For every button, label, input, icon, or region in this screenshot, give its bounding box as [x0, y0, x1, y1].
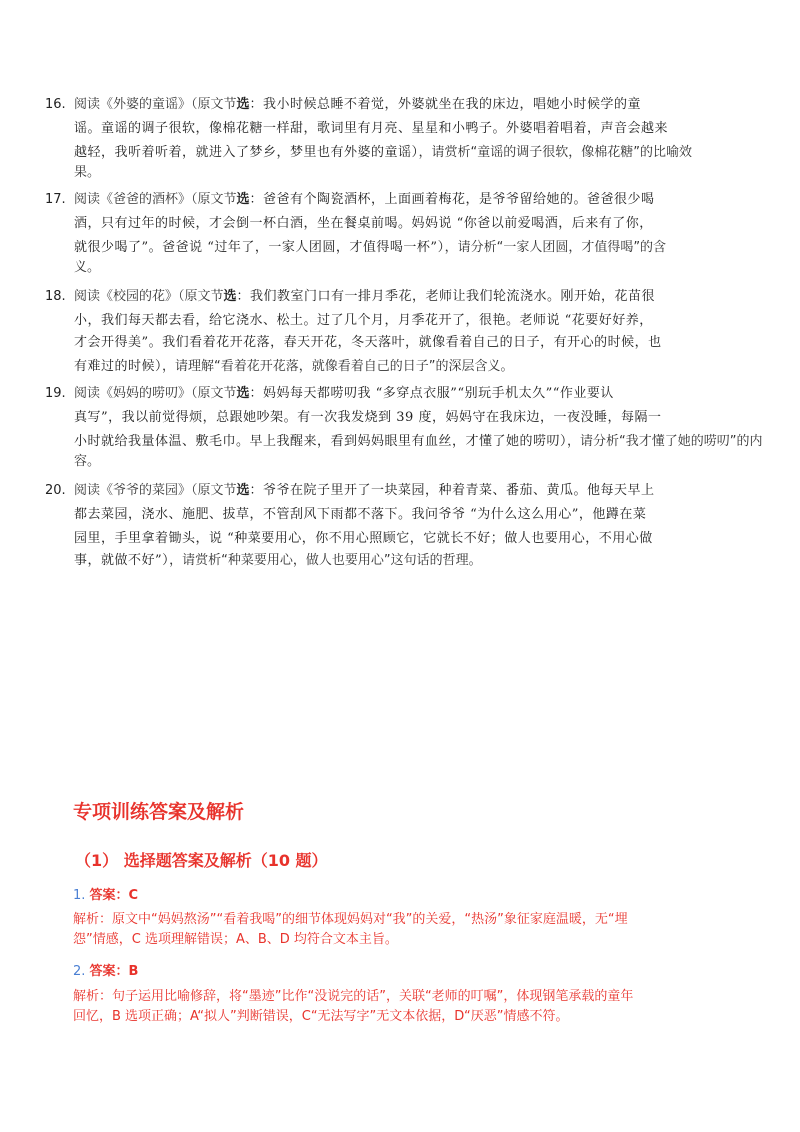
- question-line: 就很少喝了”。爸爸说 “过年了，一家人团圆，才值得喝一杯”），请分析“一家人团圆，才值得喝”的含: [74, 240, 667, 255]
- question-line: 小，我们每天都去看，给它浇水、松土。过了几个月，月季花开了，很艳。老师说 “花要好好养，: [74, 313, 653, 328]
- answer-2: [73, 960, 138, 979]
- question-line: 越轻，我听着听着，就进入了梦乡，梦里也有外婆的童谣），请赏析“童谣的调子很软，像棉花糖”的比喻效: [74, 145, 692, 160]
- question-number: 17.: [45, 192, 66, 207]
- question-number: 20.: [45, 483, 66, 498]
- answer-number: 2.: [73, 964, 86, 979]
- question-line: 阅读《外婆的童谣》（原文节选：我小时候总睡不着觉，外婆就坐在我的床边，唱她小时候学的童: [74, 97, 642, 112]
- question-line: 小时就给我量体温、敷毛巾。早上我醒来，看到妈妈眼里有血丝，才懂了她的唠叨），请分析“我才懂了她的唠叨”的内: [74, 434, 763, 449]
- question-line: 事，就做不好”），请赏析“种菜要用心，做人也要用心”这句话的哲理。: [74, 553, 482, 568]
- question-line: 阅读《爷爷的菜园》（原文节选：爷爷在院子里开了一块菜园，种着青菜、番茄、黄瓜。他每天早上: [74, 483, 655, 498]
- question-line: 果。: [74, 165, 101, 180]
- answer-1: [73, 884, 138, 903]
- answer-2-explanation-line: 解析：句子运用比喻修辞，将“墨迹”比作“没说完的话”，关联“老师的叮嘱”，体现钢笔承载的童年: [73, 989, 634, 1004]
- answer-label: 答案：B: [89, 964, 139, 979]
- answer-label: 答案：C: [89, 888, 139, 903]
- answer-1-explanation-line: 解析：原文中“妈妈熬汤”“看着我喝”的细节体现妈妈对“我”的关爱，“热汤”象征家庭温暖，无“埋: [73, 912, 628, 927]
- question-number: 16.: [45, 97, 66, 112]
- question-line: 有难过的时候），请理解“看着花开花落，就像看着自己的日子”的深层含义。: [74, 359, 514, 374]
- question-line: 真写”，我以前觉得烦，总跟她吵架。有一次我发烧到 39 度，妈妈守在我床边，一夜没睡，每隔一: [74, 410, 662, 425]
- question-line: 容。: [74, 454, 101, 469]
- question-line: 园里，手里拿着锄头，说 “种菜要用心，你不用心照顾它，它就长不好；做人也要用心，不用心做: [74, 531, 653, 546]
- section-subtitle: （1） 选择题答案及解析（10 题）: [75, 851, 328, 870]
- answer-number: 1.: [73, 888, 86, 903]
- question-line: 谣。童谣的调子很软，像棉花糖一样甜，歌词里有月亮、星星和小鸭子。外婆唱着唱着，声音会越来: [74, 121, 669, 136]
- question-line: 阅读《爸爸的酒杯》（原文节选：爸爸有个陶瓷酒杯，上面画着梅花，是爷爷留给她的。爸爸很少喝: [74, 192, 655, 207]
- question-line: 酒，只有过年的时候，才会倒一杯白酒，坐在餐桌前喝。妈妈说 “你爸以前爱喝酒，后来有了你，: [74, 216, 653, 231]
- question-line: 才会开得美”。我们看着花开花落，春天开花，冬天落叶，就像看着自己的日子，有开心的时候，也: [74, 335, 662, 350]
- question-line: 阅读《妈妈的唠叨》（原文节选：妈妈每天都唠叨我 “多穿点衣服”“别玩手机太久”“作业要认: [74, 386, 614, 401]
- answer-1-explanation-line: 怨”情感，C 选项理解错误；A、B、D 均符合文本主旨。: [73, 932, 398, 947]
- question-line: 义。: [74, 260, 101, 275]
- question-number: 18.: [45, 289, 66, 304]
- section-title: 专项训练答案及解析: [73, 801, 245, 823]
- question-number: 19.: [45, 386, 66, 401]
- question-line: 都去菜园，浇水、施肥、拔草，不管刮风下雨都不落下。我问爷爷 “为什么这么用心”，他蹲在菜: [74, 507, 647, 522]
- answer-2-explanation-line: 回忆，B 选项正确；A“拟人”判断错误，C“无法写字”无文本依据，D“厌恶”情感不符。: [73, 1009, 569, 1024]
- question-line: 阅读《校园的花》（原文节选：我们教室门口有一排月季花，老师让我们轮流浇水。刚开始，花苗很: [74, 289, 656, 304]
